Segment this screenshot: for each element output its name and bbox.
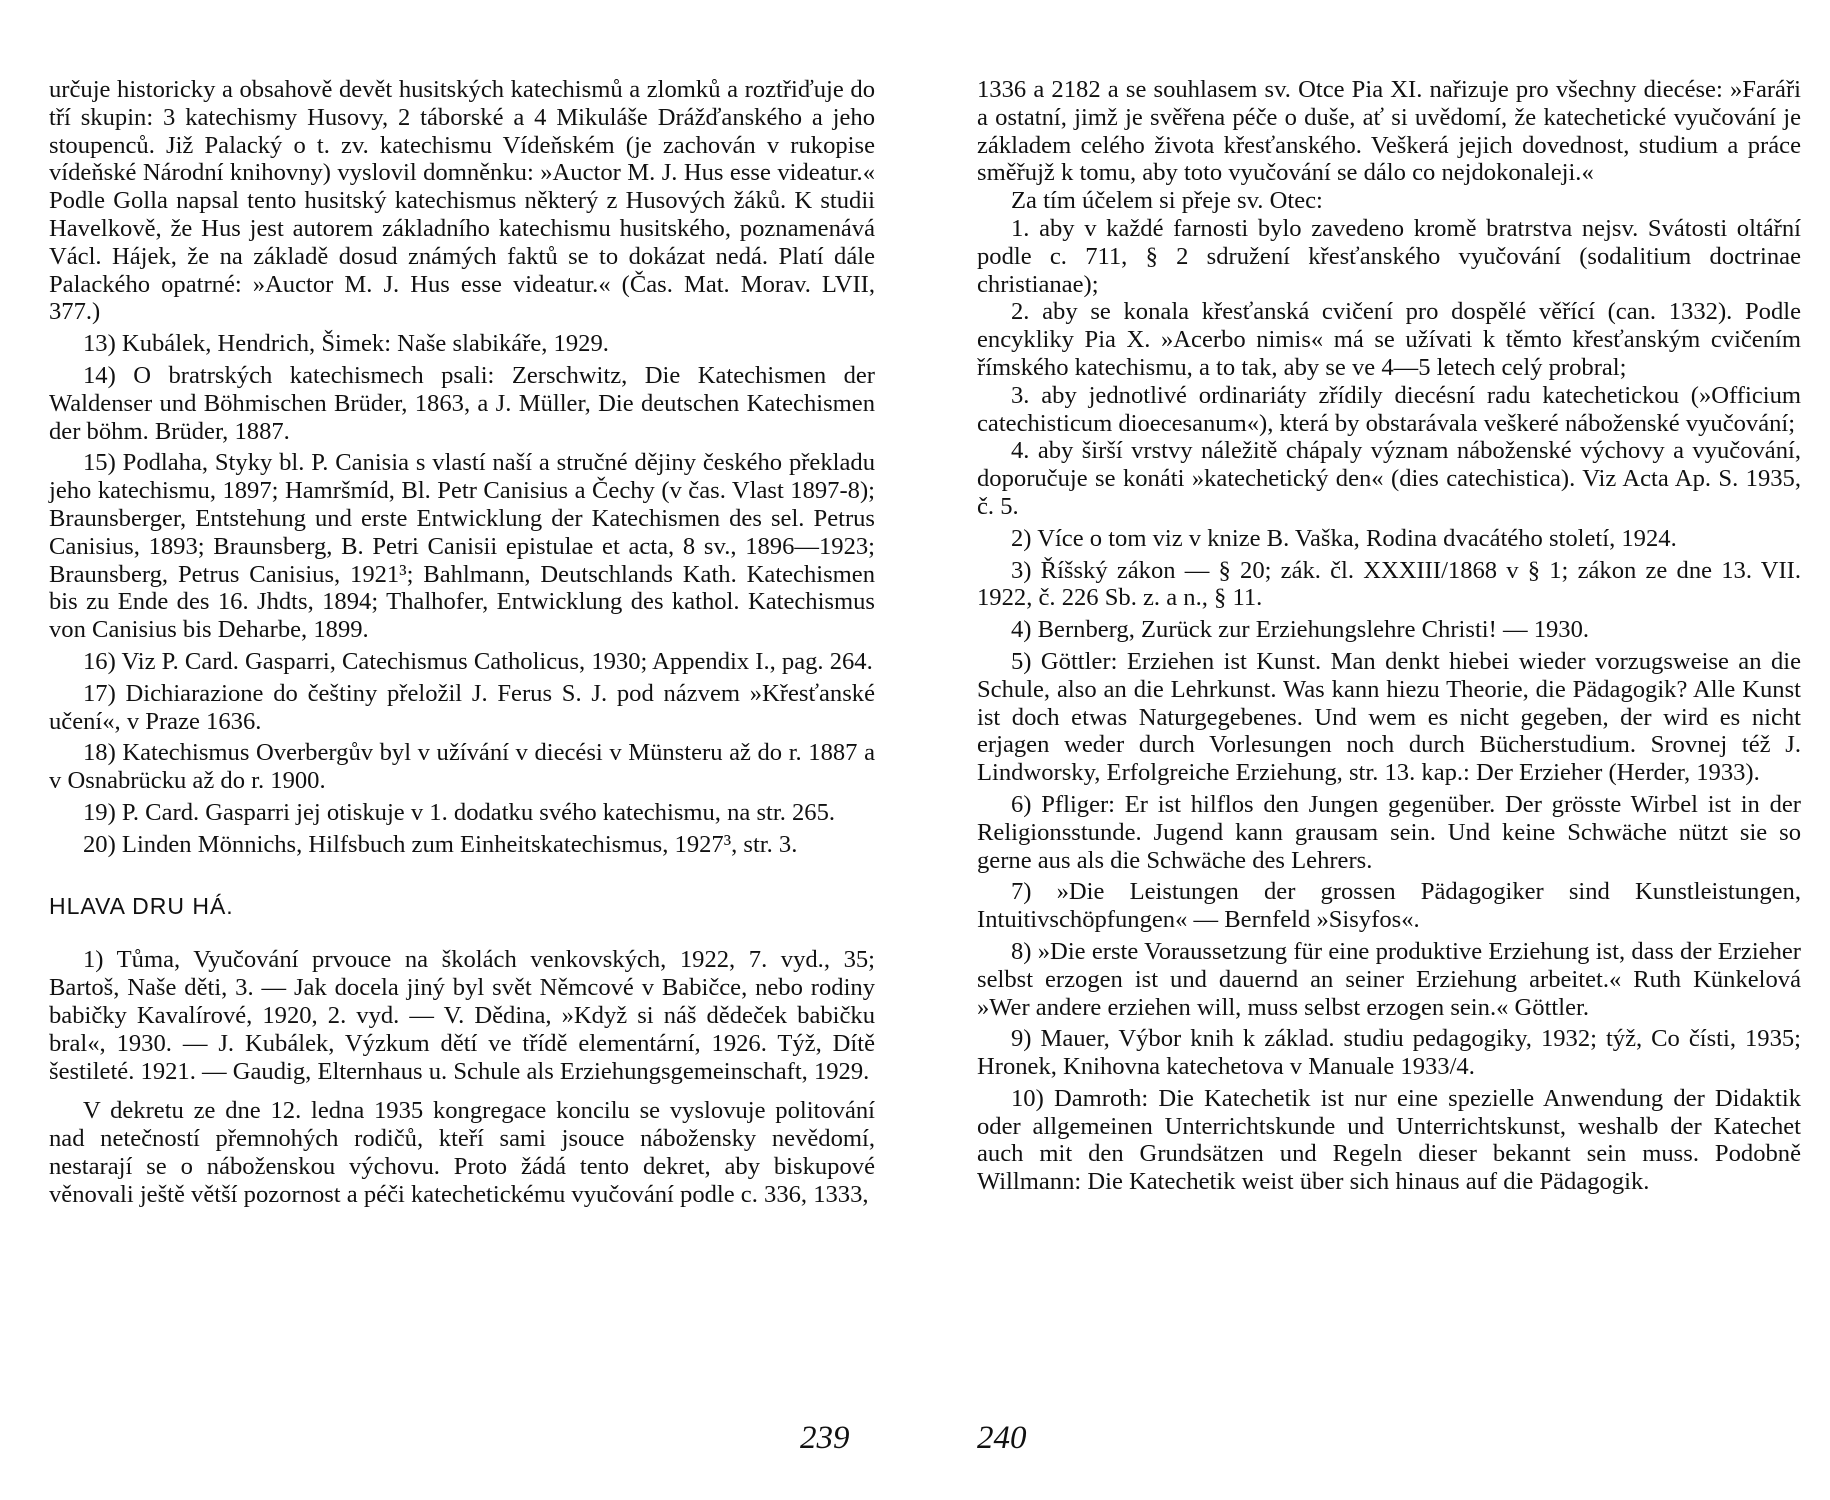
footnote-7: 7) »Die Leistungen der grossen Pädagogiker sind Kunstleistungen, Intuitivschöpfungen« — Bernfeld »Sisyfos«. <box>977 878 1801 934</box>
footnote-2: 2) Více o tom viz v knize B. Vaška, Rodina dvacátého století, 1924. <box>1011 524 1677 552</box>
footnote-9: 9) Mauer, Výbor knih k základ. studiu pedagogiky, 1932; týž, Co čísti, 1935; Hronek, Knihovna katechetova v Manuale 1933/4. <box>977 1025 1801 1081</box>
footnote-3: 3) Říšský zákon — § 20; zák. čl. XXXIII/1868 v § 1; zákon ze dne 13. VII. 1922, č. 226 Sb. z. a n., § 11. <box>977 556 1801 612</box>
footnote-5: 5) Göttler: Erziehen ist Kunst. Man denkt hiebei wieder vorzugsweise an die Schule, also an die Lehrkunst. Was kann hiezu Theorie, die Pädagogik? Alle Kunst ist doch etwas Naturgegebenes. Und wem es nicht gegeben, der wird es nicht erjagen weder durch Vorlesungen noch durch Bücherstudium. Srovnej též J. Lindworsky, Erfolgreiche Erziehung, str. 13. kap.: Der Erzieher (Herder, 1933). <box>977 647 1801 787</box>
paragraph: V dekretu ze dne 12. ledna 1935 kongregace koncilu se vyslovuje politování nad netečností přemnohých rodičů, kteří sami jsouce nábožensky nevědomí, nestarají se o náboženskou výchovu. Proto žádá tento dekret, aby biskupové věnovali ještě větší pozornost a péči katechetickému vyučování podle c. 336, 1333, <box>49 1097 875 1208</box>
right-page <box>977 76 1801 1196</box>
list-item: 1. aby v každé farnosti bylo zavedeno kromě bratrstva nejsv. Svátosti oltářní podle c. 711, § 2 sdružení křesťanského vyučování (sodalitium doctrinae christianae); <box>977 214 1801 298</box>
footnote-6: 6) Pfliger: Er ist hilflos den Jungen gegenüber. Der grösste Wirbel ist in der Religionsstunde. Jugend kann grausam sein. Und keine Schwäche nützt sie so gerne aus als die Schwäche des Lehrers. <box>977 790 1801 874</box>
list-item: 3. aby jednotlivé ordinariáty zřídily diecésní radu katechetickou (»Officium catechisticum dioecesanum«), která by obstarávala veškeré náboženské vyučování; <box>977 381 1801 437</box>
footnote-1: 1) Tůma, Vyučování prvouce na školách venkovských, 1922, 7. vyd., 35; Bartoš, Naše děti, 3. — Jak docela jiný byl svět Němcové v Babičce, nebo rodiny babičky Kavalírové, 1920, 2. vyd. — V. Dědina, »Když si náš dědeček babičku bral«, 1930. — J. Kubálek, Výzkum dětí ve třídě elementární, 1926. Týž, Dítě šestileté. 1921. — Gaudig, Elternhaus u. Schule als Erziehungsgemeinschaft, 1929. <box>49 946 875 1085</box>
footnote-20: 20) Linden Mönnichs, Hilfsbuch zum Einheitskatechismus, 1927³, str. 3. <box>83 830 798 858</box>
paragraph: 1336 a 2182 a se souhlasem sv. Otce Pia XI. nařizuje pro všechny diecése: »Faráři a ostatní, jimž je svěřena péče o duše, ať si uvědomí, že katechetické vyučování je základem celého života křesťanského. Veškerá jejich dovednost, studium a práce směřujž k tomu, aby toto vyučování se dálo co nejdokonaleji.« <box>977 76 1801 187</box>
footnote-10: 10) Damroth: Die Katechetik ist nur eine spezielle Anwendung der Didaktik oder allgemeinen Unterrichtskunde und Unterrichtskunst, weshalb der Katechet auch mit den Grundsätzen und Regeln dieser bekannt sein muss. Podobně Willmann: Die Katechetik weist über sich hinaus auf die Pädagogik. <box>977 1084 1801 1196</box>
footnote-14: 14) O bratrských katechismech psali: Zerschwitz, Die Katechismen der Waldenser und Böhmischen Brüder, 1863, a J. Müller, Die deutschen Katechismen der böhm. Brüder, 1887. <box>49 361 875 445</box>
footnote-17: 17) Dichiarazione do češtiny přeložil J. Ferus S. J. pod názvem »Křesťanské učení«, v Praze 1636. <box>49 679 875 735</box>
list-item: 4. aby širší vrstvy náležitě chápaly význam náboženské výchovy a vyučování, doporučuje se konáti »katechetický den« (dies catechistica). Viz Acta Ap. S. 1935, č. 5. <box>977 437 1801 520</box>
page-number-right: 240 <box>977 1420 1027 1456</box>
footnote-16: 16) Viz P. Card. Gasparri, Catechismus Catholicus, 1930; Appendix I., pag. 264. <box>83 647 873 675</box>
footnote-18: 18) Katechismus Overbergův byl v užívání v diecési v Münsteru až do r. 1887 a v Osnabrücku až do r. 1900. <box>49 739 875 795</box>
footnote-13: 13) Kubálek, Hendrich, Šimek: Naše slabikáře, 1929. <box>83 330 609 358</box>
paragraph: určuje historicky a obsahově devět husitských katechismů a zlomků a roztřiďuje do tří skupin: 3 katechismy Husovy, 2 táborské a 4 Mikuláše Drážďanského a jeho stoupenců. Již Palacký o t. zv. katechismu Vídeňském (je zachován v rukopise vídeňské Národní knihovny) vyslovil domněnku: »Auctor M. J. Hus esse videatur.« Podle Golla napsal tento husitský katechismus některý z Husových žáků. K studii Havelkově, že Hus jest autorem základního katechismu husitského, poznamenává Václ. Hájek, že na základě dosud známých faktů se to dokázat nedá. Platí dále Palackého opatrné: »Auctor M. J. Hus esse videatur.« (Čas. Mat. Morav. LVII, 377.) <box>49 76 875 326</box>
footnote-8: 8) »Die erste Voraussetzung für eine produktive Erziehung ist, dass der Erzieher selbst erzogen ist und dauernd an seiner Erziehung arbeitet.« Ruth Künkelová »Wer andere erziehen will, muss selbst erzogen sein.« Göttler. <box>977 937 1801 1021</box>
footnote-19: 19) P. Card. Gasparri jej otiskuje v 1. dodatku svého katechismu, na str. 265. <box>83 798 836 826</box>
page-number-left: 239 <box>800 1420 850 1456</box>
left-page <box>49 76 875 1208</box>
paragraph: Za tím účelem si přeje sv. Otec: <box>1011 187 1323 215</box>
footnote-15: 15) Podlaha, Styky bl. P. Canisia s vlastí naší a stručné dějiny českého překladu jeho katechismu, 1897; Hamršmíd, Bl. Petr Canisius a Čechy (v čas. Vlast 1897-8); Braunsberger, Entstehung und erste Entwicklung der Katechismen des sel. Petrus Canisius, 1893; Braunsberg, B. Petri Canisii epistulae et acta, 8 sv., 1896—1923; Braunsberg, Petrus Canisius, 1921³; Bahlmann, Deutschlands Kath. Katechismen bis zu Ende des 16. Jhdts, 1894; Thalhofer, Entwicklung des kathol. Katechismus von Canisius bis Deharbe, 1899. <box>49 449 875 644</box>
list-item: 2. aby se konala křesťanská cvičení pro dospělé věřící (can. 1332). Podle encykliky Pia X. »Acerbo nimis« má se užívati k těmto křesťanským cvičením římského katechismu, a to tak, aby se ve 4—5 letech celý probral; <box>977 298 1801 381</box>
chapter-heading: HLAVA DRU HÁ. <box>49 892 234 919</box>
footnote-4: 4) Bernberg, Zurück zur Erziehungslehre Christi! — 1930. <box>1011 616 1590 644</box>
